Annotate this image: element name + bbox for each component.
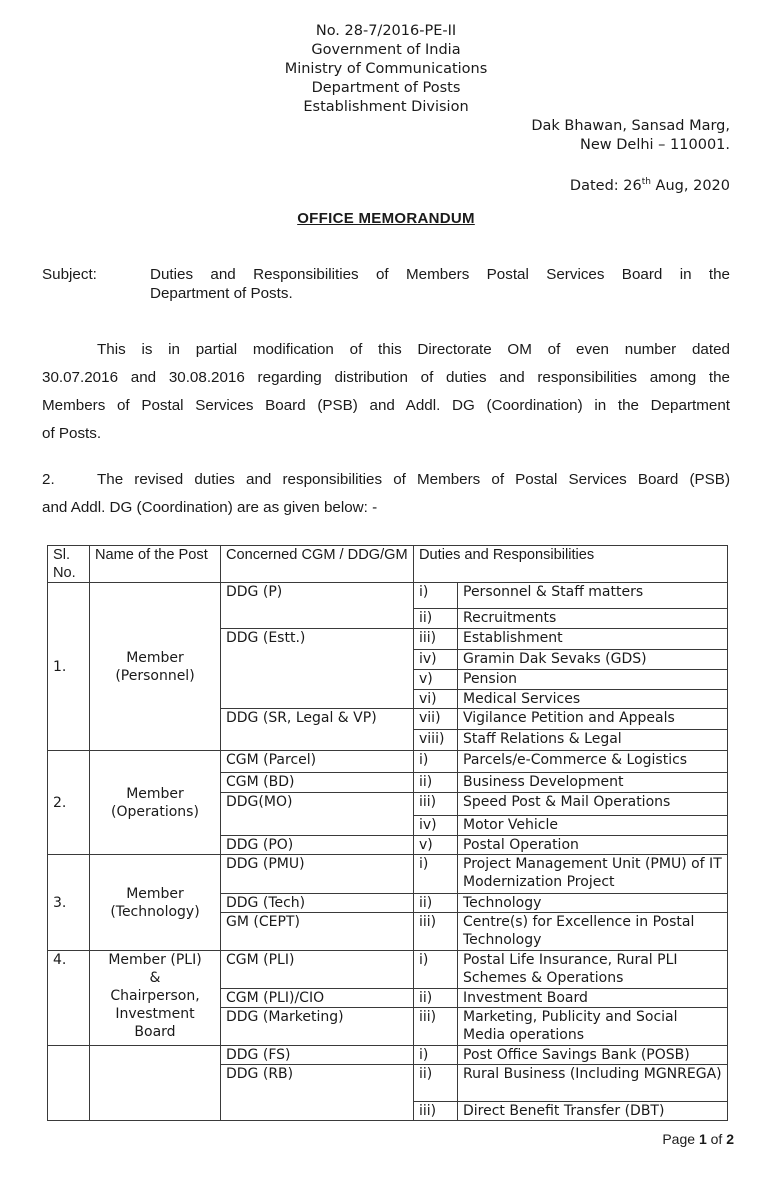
page-word: Page — [662, 1131, 699, 1147]
section-3-sl: 3. — [48, 855, 90, 951]
section-5-officer-1: DDG (FS) — [221, 1046, 414, 1065]
header-concerned: Concerned CGM / DDG/GM — [221, 546, 414, 583]
duty-num: iii) — [414, 629, 458, 650]
section-2-post: Member (Operations) — [90, 751, 221, 855]
section-3-officer-3: GM (CEPT) — [221, 913, 414, 951]
duty-text: Marketing, Publicity and Social Media operations — [458, 1008, 728, 1046]
duty-num: ii) — [414, 773, 458, 793]
department-name: Department of Posts — [311, 80, 461, 96]
header-sl-no: Sl. No. — [48, 546, 90, 583]
section-4-sl: 4. — [48, 951, 90, 1046]
para2-number: 2. — [42, 471, 55, 488]
table-row — [48, 855, 728, 894]
section-2-officer-1: CGM (Parcel) — [221, 751, 414, 773]
duty-num: i) — [414, 751, 458, 773]
page-current: 1 — [698, 1131, 707, 1147]
section-1-officer-2: DDG (Estt.) — [221, 629, 414, 709]
division-name: Establishment Division — [303, 99, 469, 115]
duty-num: v) — [414, 836, 458, 855]
duty-text: Staff Relations & Legal — [458, 730, 728, 751]
table-row — [48, 1046, 728, 1065]
duty-num: iii) — [414, 793, 458, 816]
section-2-officer-2: CGM (BD) — [221, 773, 414, 793]
header-post: Name of the Post — [90, 546, 221, 583]
duty-num: i) — [414, 1046, 458, 1065]
duty-text: Direct Benefit Transfer (DBT) — [458, 1102, 728, 1121]
table-row — [48, 583, 728, 609]
duty-num: i) — [414, 951, 458, 989]
section-1-officer-1: DDG (P) — [221, 583, 414, 629]
file-number: No. 28-7/2016-PE-II — [315, 23, 457, 39]
date-line — [570, 173, 730, 196]
para1-line-1: This is in partial modification of this Directorate OM of even number dated — [97, 341, 730, 358]
duty-text: Establishment — [458, 629, 728, 650]
duty-text: Technology — [458, 894, 728, 913]
duty-text: Post Office Savings Bank (POSB) — [458, 1046, 728, 1065]
para1-line-3: Members of Postal Services Board (PSB) and Addl. DG (Coordination) in the Department — [42, 397, 730, 414]
duty-num: ii) — [414, 1065, 458, 1102]
duty-text: Centre(s) for Excellence in Postal Technology — [458, 913, 728, 951]
duty-num: iv) — [414, 650, 458, 670]
section-2-officer-3: DDG(MO) — [221, 793, 414, 836]
section-1-sl: 1. — [48, 583, 90, 751]
duty-num: vi) — [414, 690, 458, 709]
date-prefix: Dated: 26 — [569, 177, 642, 194]
section-4-officer-2: CGM (PLI)/CIO — [221, 989, 414, 1008]
section-2-sl: 2. — [48, 751, 90, 855]
duty-num: ii) — [414, 609, 458, 629]
section-1-officer-3: DDG (SR, Legal & VP) — [221, 709, 414, 751]
section-5-sl — [48, 1046, 90, 1121]
duty-text: Parcels/e-Commerce & Logistics — [458, 751, 728, 773]
ministry-name: Ministry of Communications — [284, 61, 488, 77]
post-line: & — [149, 970, 161, 986]
table-header-row — [48, 546, 728, 583]
section-2-officer-4: DDG (PO) — [221, 836, 414, 855]
duty-text: Medical Services — [458, 690, 728, 709]
section-3-officer-2: DDG (Tech) — [221, 894, 414, 913]
duty-text: Postal Life Insurance, Rural PLI Schemes & Operations — [458, 951, 728, 989]
duty-num: iv) — [414, 816, 458, 836]
duty-text: Business Development — [458, 773, 728, 793]
page-total: 2 — [726, 1131, 734, 1147]
duty-num: iii) — [414, 1008, 458, 1046]
page-indicator — [662, 1131, 734, 1147]
section-3-officer-1: DDG (PMU) — [221, 855, 414, 894]
post-line: Investment — [115, 1006, 195, 1022]
duty-num: v) — [414, 670, 458, 690]
table-row — [48, 751, 728, 773]
post-line: Member (PLI) — [108, 952, 202, 968]
date-suffix-sup: th — [641, 177, 651, 187]
duty-text: Rural Business (Including MGNREGA) — [458, 1065, 728, 1102]
duty-text: Recruitments — [458, 609, 728, 629]
duty-num: i) — [414, 855, 458, 894]
duty-text: Personnel & Staff matters — [458, 583, 728, 609]
post-line: Board — [134, 1024, 176, 1040]
address-line-1: Dak Bhawan, Sansad Marg, — [531, 118, 730, 134]
table-row — [48, 951, 728, 989]
duty-num: i) — [414, 583, 458, 609]
section-5-officer-2: DDG (RB) — [221, 1065, 414, 1121]
section-1-post: Member (Personnel) — [90, 583, 221, 751]
subject-label: Subject: — [42, 266, 97, 283]
section-4-post — [90, 951, 221, 1046]
duty-text: Gramin Dak Sevaks (GDS) — [458, 650, 728, 670]
section-3-post: Member (Technology) — [90, 855, 221, 951]
duty-num: viii) — [414, 730, 458, 751]
duty-text: Motor Vehicle — [458, 816, 728, 836]
government-name: Government of India — [311, 42, 461, 58]
header-duties: Duties and Responsibilities — [414, 546, 728, 583]
duty-num: iii) — [414, 913, 458, 951]
address-line-2: New Delhi – 110001. — [580, 137, 730, 153]
para2-line-2: and Addl. DG (Coordination) are as given below: - — [42, 499, 378, 516]
duty-text: Speed Post & Mail Operations — [458, 793, 728, 816]
subject-line-2: Department of Posts. — [150, 285, 293, 302]
duty-text: Pension — [458, 670, 728, 690]
section-5-post — [90, 1046, 221, 1121]
para2-line-1: The revised duties and responsibilities of Members of Postal Services Board (PSB) — [97, 471, 730, 488]
duty-text: Project Management Unit (PMU) of IT Modernization Project — [458, 855, 728, 894]
duties-table — [47, 545, 728, 1121]
duty-num: vii) — [414, 709, 458, 730]
duty-num: ii) — [414, 989, 458, 1008]
duty-text: Investment Board — [458, 989, 728, 1008]
duty-text: Vigilance Petition and Appeals — [458, 709, 728, 730]
section-4-officer-3: DDG (Marketing) — [221, 1008, 414, 1046]
memo-title: OFFICE MEMORANDUM — [297, 210, 475, 227]
duty-num: ii) — [414, 894, 458, 913]
subject-line-1: Duties and Responsibilities of Members Postal Services Board in the — [150, 266, 730, 283]
date-rest: Aug, 2020 — [650, 177, 730, 194]
duty-num: iii) — [414, 1102, 458, 1121]
para1-line-4: of Posts. — [42, 425, 102, 442]
para1-line-2: 30.07.2016 and 30.08.2016 regarding distribution of duties and responsibilities among the — [42, 369, 730, 386]
section-4-officer-1: CGM (PLI) — [221, 951, 414, 989]
post-line: Chairperson, — [110, 988, 200, 1004]
duty-text: Postal Operation — [458, 836, 728, 855]
page-of: of — [706, 1131, 727, 1147]
